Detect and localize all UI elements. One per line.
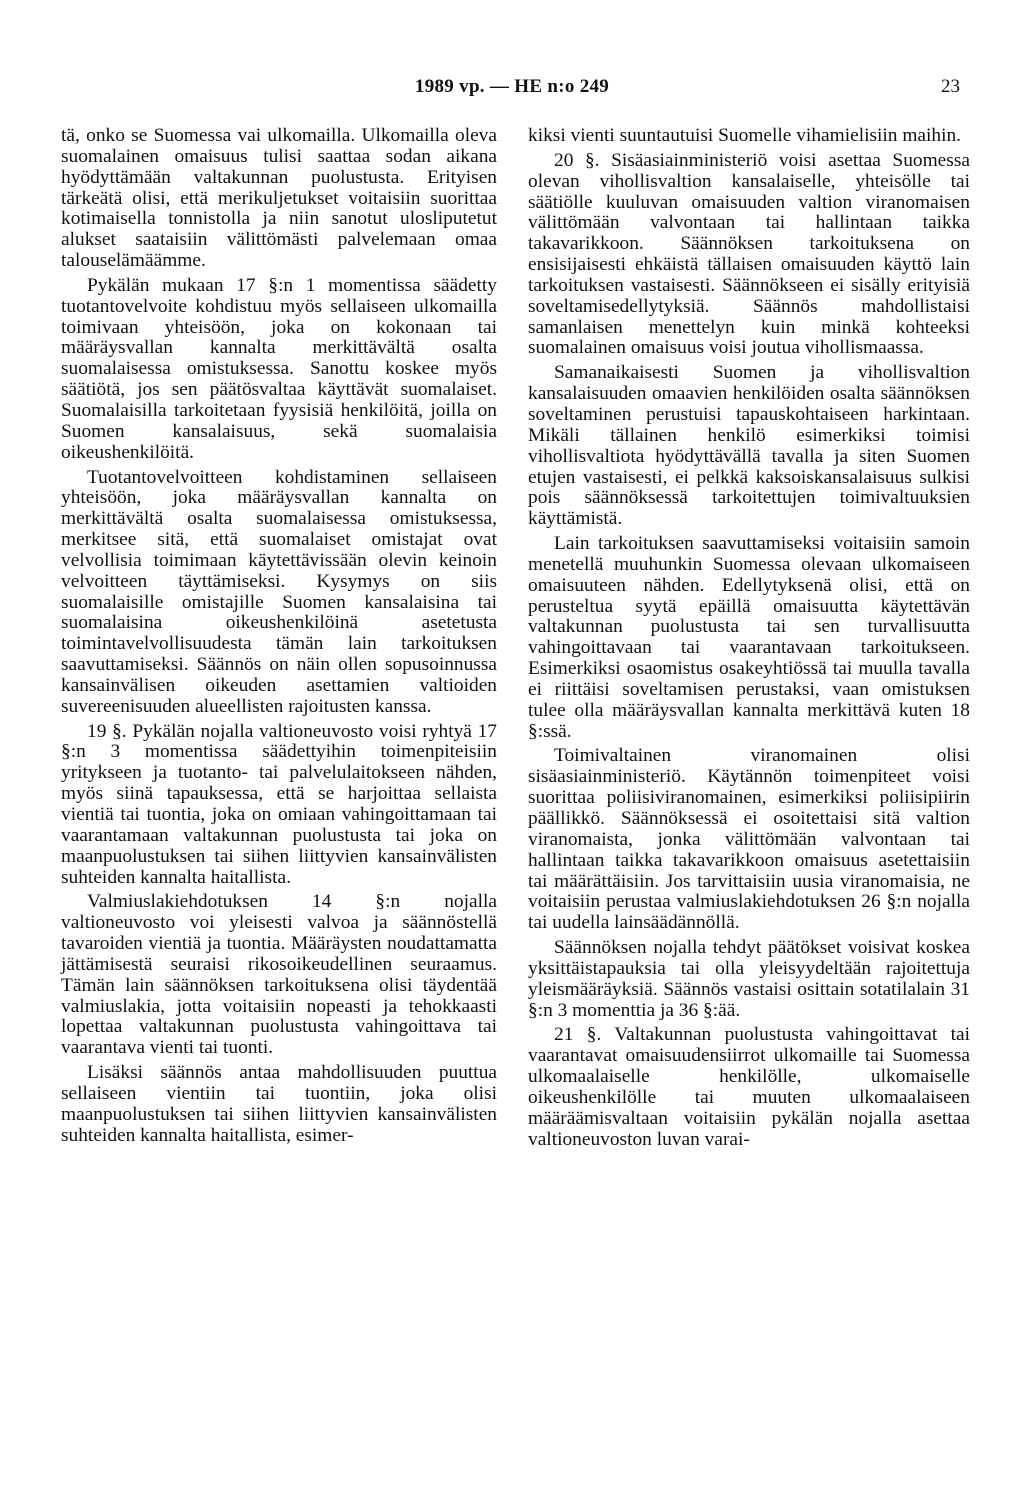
paragraph: Lisäksi säännös antaa mahdollisuuden puuttua sellaiseen vientiin tai tuontiin, joka olisi maanpuolustuksen tai siihen liittyvien kansainvälisten suhteiden kannalta haitallista, esimer- xyxy=(61,1062,497,1146)
paragraph: Tuotantovelvoitteen kohdistaminen sellaiseen yhteisöön, joka määräysvallan kannalta on merkittävältä osalta suomalaisessa omistuksessa, merkitsee sitä, että suomalaiset omistajat ovat velvollisia toimimaan käytettävissään olevin keinoin velvoitteen täyttämiseksi. Kysymys on siis suomalaisille omistajille Suomen kansalaisina tai suomalaisina oikeushenkilöinä asetetusta toimintavelvollisuudesta tämän lain tarkoituksen saavuttamiseksi. Säännös on näin ollen sopusoinnussa kansainvälisen oikeuden asettamien valtioiden suvereenisuuden alueellisten rajoitusten kanssa. xyxy=(61,466,497,717)
paragraph: Pykälän mukaan 17 §:n 1 momentissa säädetty tuotantovelvoite kohdistuu myös sellaiseen ulkomailla toimivaan yhteisöön, joka on kokonaan tai määräysvallan kannalta merkittävältä osalta suomalaisessa omistuksessa. Sanottu koskee myös säätiötä, jos sen päätösvaltaa käyttävät suomalaiset. Suomalaisilla tarkoitetaan fyysisiä henkilöitä, joilla on Suomen kansalaisuus, sekä suomalaisia oikeushenkilöitä. xyxy=(61,274,497,463)
right-column xyxy=(528,126,970,1155)
document-title: 1989 vp. — HE n:o 249 xyxy=(414,76,610,97)
paragraph: 20 §. Sisäasiainministeriö voisi asettaa Suomessa olevan vihollisvaltion kansalaiselle, yhteisölle tai säätiölle kuuluvan omaisuuden valtion viranomaisen välittömään valvontaan tai hallintaan taikka takavarikkoon. Säännöksen tarkoituksena on ensisijaisesti ehkäistä tällaisen omaisuuden käyttö lain tarkoituksen vastaisesti. Säännökseen ei sisälly erityisiä soveltamisedellytyksiä. Säännös mahdollistaisi samanlaisen menettelyn kuin minkä kohteeksi suomalainen omaisuus voisi joutua vihollismaassa. xyxy=(528,149,970,359)
paragraph: 21 §. Valtakunnan puolustusta vahingoittavat tai vaarantavat omaisuudensiirrot ulkomaille tai Suomessa ulkomaalaiselle henkilölle, ulkomaiselle oikeushenkilölle tai muuten ulkomaalaiseen määräämisvaltaan voitaisiin pykälän nojalla asettaa valtioneuvoston luvan varai- xyxy=(528,1024,970,1150)
paragraph: Valmiuslakiehdotuksen 14 §:n nojalla valtioneuvosto voi yleisesti valvoa ja säännöstellä tavaroiden vientiä ja tuontia. Määräysten noudattamatta jättämisestä seuraisi rikosoikeudellinen seuraamus. Tämän lain säännöksen tarkoituksena olisi täydentää valmiuslakia, jotta voitaisiin nopeasti ja tehokkaasti lopettaa valtakunnan puolustusta vahingoittava tai vaarantava vienti tai tuonti. xyxy=(61,891,497,1059)
paragraph: tä, onko se Suomessa vai ulkomailla. Ulkomailla oleva suomalainen omaisuus tulisi saattaa sodan aikana hyödyttämään valtakunnan puolustusta. Erityisen tärkeätä olisi, että merikuljetukset voitaisiin suorittaa kotimaisella tonnistolla ja niin sanotut ulosliputetut alukset saataisiin välittömästi palvelemaan omaa talouselämäämme. xyxy=(61,125,497,272)
paragraph: kiksi vienti suuntautuisi Suomelle vihamielisiin maihin. xyxy=(528,125,962,146)
paragraph: Samanaikaisesti Suomen ja vihollisvaltion kansalaisuuden omaavien henkilöiden osalta säännöksen soveltaminen perustuisi tapauskohtaiseen harkintaan. Mikäli tällainen henkilö esimerkiksi toimisi vihollisvaltiota hyödyttävällä tavalla ja siten Suomen etujen vastaisesti, ei pelkkä kaksoiskansalaisuus sulkisi pois säännöksessä tarkoitettujen toimivaltuuksien käyttämistä. xyxy=(528,362,970,530)
left-column xyxy=(61,126,497,1151)
page-header xyxy=(0,76,1024,106)
page-number: 23 xyxy=(941,76,960,97)
paragraph: Säännöksen nojalla tehdyt päätökset voisivat koskea yksittäistapauksia tai olla yleisyydeltään rajoitettuja yleismääräyksiä. Säännös vastaisi osittain sotatilalain 31 §:n 3 momenttia ja 36 §:ää. xyxy=(528,937,970,1021)
paragraph: 19 §. Pykälän nojalla valtioneuvosto voisi ryhtyä 17 §:n 3 momentissa säädettyihin toimenpiteisiin yritykseen ja tuotanto- tai palvelulaitokseen nähden, myös siinä tapauksessa, että se harjoittaa sellaista vientiä tai tuontia, joka on omiaan vahingoittamaan tai vaarantamaan valtakunnan puolustusta tai joka on maanpuolustuksen tai siihen liittyvien kansainvälisten suhteiden kannalta haitallista. xyxy=(61,720,497,888)
paragraph: Lain tarkoituksen saavuttamiseksi voitaisiin samoin menetellä muuhunkin Suomessa olevaan ulkomaiseen omaisuuteen nähden. Edellytyksenä olisi, että on perusteltua syytä epäillä omaisuutta käytettävän valtakunnan puolustusta tai sen turvallisuutta vahingoittavaan tai vaarantavaan tarkoitukseen. Esimerkiksi osaomistus osakeyhtiössä tai muulla tavalla ei riittäisi soveltamisen perustaksi, vaan omistuksen tulee olla määräysvallan kannalta merkittävä kuten 18 §:ssä. xyxy=(528,533,970,742)
paragraph: Toimivaltainen viranomainen olisi sisäasiainministeriö. Käytännön toimenpiteet voisi suorittaa poliisiviranomainen, esimerkiksi poliisipiirin päällikkö. Säännöksessä ei osoitettaisi sitä valtion viranomaista, jonka välittömään valvontaan tai hallintaan taikka takavarikkoon omaisuus asetettaisiin tai määrättäisiin. Jos tarvittaisiin uusia viranomaisia, ne voitaisiin perustaa valmiuslakiehdotuksen 26 §:n nojalla tai uudella lainsäädännöllä. xyxy=(528,745,970,934)
